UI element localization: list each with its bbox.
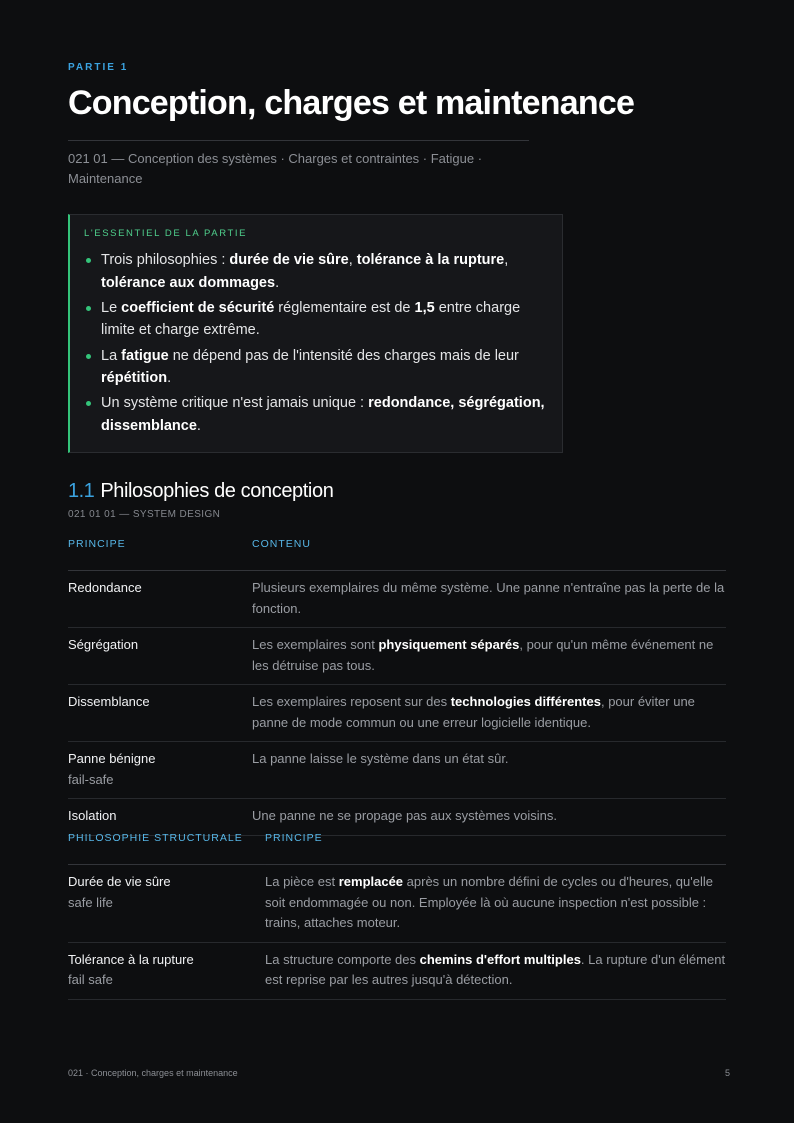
emphasis-text: remplacée bbox=[338, 874, 404, 889]
content-cell bbox=[252, 685, 726, 742]
section-title: Philosophies de conception bbox=[100, 480, 334, 502]
content-cell bbox=[252, 628, 726, 685]
section-reference: 021 01 01 — SYSTEM DESIGN bbox=[68, 509, 221, 520]
term-label: Tolérance à la rupture bbox=[68, 951, 194, 967]
term-label: Isolation bbox=[68, 808, 117, 823]
content-cell bbox=[265, 942, 726, 999]
essential-item bbox=[84, 249, 550, 294]
essential-item bbox=[84, 392, 550, 437]
page-number: 5 bbox=[725, 1068, 731, 1078]
table-row bbox=[68, 628, 726, 685]
essential-item bbox=[84, 297, 550, 342]
term-cell bbox=[68, 865, 265, 943]
page-title: Conception, charges et maintenance bbox=[68, 84, 635, 122]
term-cell bbox=[68, 685, 252, 742]
text-run: , pour qu'un même événement ne les détruise pas tous. bbox=[252, 637, 714, 673]
emphasis-text: redondance, ségrégation, dissemblance bbox=[101, 395, 545, 434]
section-heading bbox=[68, 480, 333, 503]
emphasis-text: durée de vie sûre bbox=[229, 252, 349, 268]
page-subtitle: 021 01 — Conception des systèmes · Charges et contraintes · Fatigue · Maintenance bbox=[68, 151, 483, 186]
column-header: PRINCIPE bbox=[68, 538, 252, 571]
title-divider bbox=[68, 140, 529, 141]
table-row bbox=[68, 571, 726, 628]
term-english-label: fail safe bbox=[68, 972, 113, 987]
section-number: 1.1 bbox=[68, 480, 95, 502]
text-run: réglementaire est de bbox=[274, 299, 415, 316]
table-body bbox=[68, 865, 726, 1000]
emphasis-text: physiquement séparés bbox=[378, 637, 520, 652]
emphasis-text: tolérance aux dommages bbox=[101, 274, 276, 291]
content-cell bbox=[252, 799, 726, 836]
text-run: , bbox=[504, 252, 509, 268]
text-run: La pièce est bbox=[265, 874, 339, 889]
text-run: Les exemplaires sont bbox=[252, 637, 379, 652]
text-run: , pour éviter une panne de mode commun ou une erreur logicielle identique. bbox=[252, 694, 695, 730]
table-row bbox=[68, 799, 726, 836]
term-cell bbox=[68, 571, 252, 628]
column-header: PRINCIPE bbox=[265, 832, 726, 865]
table-header-row bbox=[68, 832, 726, 865]
content-cell bbox=[252, 742, 726, 799]
term-label: Redondance bbox=[68, 580, 142, 595]
table-row bbox=[68, 865, 726, 943]
text-run: Un système critique n'est jamais unique : bbox=[101, 395, 369, 412]
emphasis-text: 1,5 bbox=[414, 299, 435, 316]
emphasis-text: technologies différentes bbox=[450, 694, 601, 709]
column-header: CONTENU bbox=[252, 538, 726, 571]
text-run: . bbox=[196, 417, 201, 434]
essential-list bbox=[84, 249, 550, 437]
term-label: Ségrégation bbox=[68, 637, 139, 652]
text-run: . bbox=[167, 370, 172, 387]
text-run: La bbox=[101, 347, 122, 364]
term-cell bbox=[68, 628, 252, 685]
table-row bbox=[68, 742, 726, 799]
term-label: Dissemblance bbox=[68, 694, 150, 709]
structural-philosophy-table bbox=[68, 832, 726, 1000]
text-run: Les exemplaires reposent sur des bbox=[252, 694, 451, 709]
text-run: . bbox=[275, 274, 280, 291]
term-cell bbox=[68, 799, 252, 836]
table-row bbox=[68, 685, 726, 742]
essential-item bbox=[84, 345, 550, 390]
principles-table bbox=[68, 538, 726, 836]
term-label: Panne bénigne bbox=[68, 751, 156, 766]
text-run: Trois philosophies : bbox=[101, 252, 230, 268]
text-run: La panne laisse le système dans un état sûr. bbox=[252, 751, 509, 766]
term-cell bbox=[68, 742, 252, 799]
table-header-row bbox=[68, 538, 726, 571]
text-run: , bbox=[348, 252, 357, 268]
text-run: La structure comporte des bbox=[265, 951, 420, 967]
table-row bbox=[68, 942, 726, 999]
term-cell bbox=[68, 942, 265, 999]
text-run: ne dépend pas de l'intensité des charges mais de leur bbox=[168, 347, 519, 364]
text-run: . La rupture d'un élément est reprise par les autres jusqu'à détection. bbox=[265, 951, 726, 987]
term-english-label: fail-safe bbox=[68, 771, 114, 787]
part-kicker: PARTIE 1 bbox=[68, 62, 129, 73]
text-run: Plusieurs exemplaires du même système. Une panne n'entraîne pas la perte de la fonction. bbox=[252, 580, 725, 616]
content-cell bbox=[265, 865, 726, 943]
term-label: Durée de vie sûre bbox=[68, 874, 171, 889]
text-run: Le bbox=[101, 299, 122, 316]
term-english-label: safe life bbox=[68, 894, 113, 910]
essential-label: L'ESSENTIEL DE LA PARTIE bbox=[84, 228, 248, 239]
footer-text: 021 · Conception, charges et maintenance bbox=[68, 1068, 238, 1078]
content-cell bbox=[252, 571, 726, 628]
emphasis-text: répétition bbox=[101, 370, 168, 387]
emphasis-text: chemins d'effort multiples bbox=[419, 951, 581, 967]
emphasis-text: fatigue bbox=[121, 347, 169, 364]
emphasis-text: coefficient de sécurité bbox=[121, 299, 275, 316]
text-run: après un nombre défini de cycles ou d'heures, qu'elle soit endommagée ou non. Employée là où aucune inspection n'est possible : trains, attaches moteur. bbox=[265, 874, 713, 930]
essential-summary-box bbox=[68, 214, 563, 453]
column-header: PHILOSOPHIE STRUCTURALE bbox=[68, 832, 265, 865]
table-body bbox=[68, 571, 726, 836]
emphasis-text: tolérance à la rupture bbox=[356, 252, 505, 268]
text-run: Une panne ne se propage pas aux systèmes voisins. bbox=[252, 808, 557, 823]
text-run: entre charge limite et charge extrême. bbox=[101, 299, 521, 339]
